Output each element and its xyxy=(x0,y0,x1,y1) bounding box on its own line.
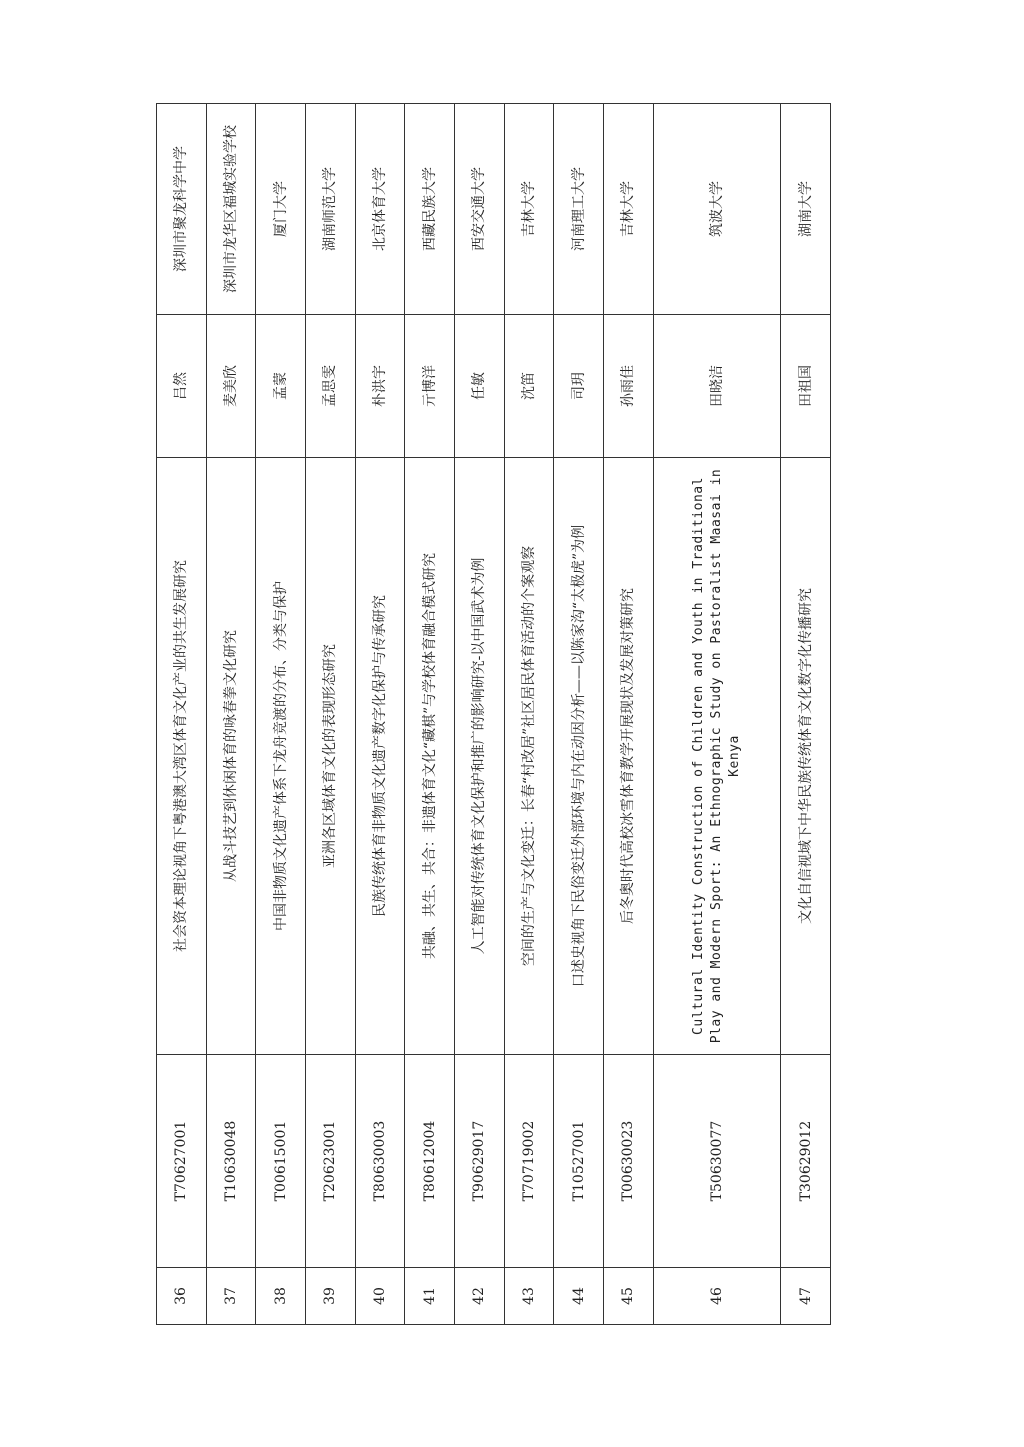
table-row xyxy=(157,104,207,1325)
table-row xyxy=(504,104,554,1325)
row-number: 44 xyxy=(554,1268,604,1325)
author-name: 沈笛 xyxy=(504,315,554,458)
project-title: 中国非物质文化遗产体系下龙舟竞渡的分布、分类与保护 xyxy=(256,458,306,1055)
institution: 深圳市聚龙科学中学 xyxy=(157,104,207,315)
row-number: 39 xyxy=(306,1268,356,1325)
institution: 吉林大学 xyxy=(604,104,654,315)
project-code: T80630003 xyxy=(355,1055,405,1268)
project-code: T80612004 xyxy=(405,1055,455,1268)
rotated-table-container xyxy=(156,105,831,1325)
author-name: 田祖国 xyxy=(781,315,831,458)
row-number: 40 xyxy=(355,1268,405,1325)
project-title: 后冬奥时代高校冰雪体育教学开展现状及发展对策研究 xyxy=(604,458,654,1055)
author-name: 孙雨佳 xyxy=(604,315,654,458)
project-title: 人工智能对传统体育文化保护和推广的影响研究-以中国武术为例 xyxy=(455,458,505,1055)
table-row xyxy=(306,104,356,1325)
row-number: 43 xyxy=(504,1268,554,1325)
table-row xyxy=(653,104,780,1325)
author-name: 孟蒙 xyxy=(256,315,306,458)
table-row xyxy=(206,104,256,1325)
institution: 西藏民族大学 xyxy=(405,104,455,315)
institution: 河南理工大学 xyxy=(554,104,604,315)
row-number: 46 xyxy=(653,1268,780,1325)
project-title: 从战斗技艺到休闲体育的咏春拳文化研究 xyxy=(206,458,256,1055)
table-row xyxy=(554,104,604,1325)
project-code: T70719002 xyxy=(504,1055,554,1268)
institution: 湖南师范大学 xyxy=(306,104,356,315)
project-table xyxy=(156,103,831,1325)
row-number: 41 xyxy=(405,1268,455,1325)
project-code: T00615001 xyxy=(256,1055,306,1268)
author-name: 司玥 xyxy=(554,315,604,458)
row-number: 47 xyxy=(781,1268,831,1325)
row-number: 42 xyxy=(455,1268,505,1325)
row-number: 45 xyxy=(604,1268,654,1325)
project-title: 口述史视角下民俗变迁外部环境与内在动因分析——以陈家沟“太极虎”为例 xyxy=(554,458,604,1055)
author-name: 孟思雯 xyxy=(306,315,356,458)
row-number: 37 xyxy=(206,1268,256,1325)
author-name: 亓博洋 xyxy=(405,315,455,458)
row-number: 38 xyxy=(256,1268,306,1325)
institution: 厦门大学 xyxy=(256,104,306,315)
project-title: 社会资本理论视角下粤港澳大湾区体育文化产业的共生发展研究 xyxy=(157,458,207,1055)
row-number: 36 xyxy=(157,1268,207,1325)
project-code: T70627001 xyxy=(157,1055,207,1268)
author-name: 麦美欣 xyxy=(206,315,256,458)
project-title: Cultural Identity Construction of Children and Youth in Traditional Play and Modern Sport: An Ethnographic Study on Pastoralist Maasai in Kenya xyxy=(653,458,780,1055)
project-code: T50630077 xyxy=(653,1055,780,1268)
author-name: 朴洪宇 xyxy=(355,315,405,458)
project-title: 共融、共生、共合：非遗体育文化“藏棋”与学校体育融合模式研究 xyxy=(405,458,455,1055)
author-name: 田晓洁 xyxy=(653,315,780,458)
table-row xyxy=(405,104,455,1325)
project-code: T30629012 xyxy=(781,1055,831,1268)
project-title: 亚洲各区域体育文化的表现形态研究 xyxy=(306,458,356,1055)
project-code: T10630048 xyxy=(206,1055,256,1268)
institution: 湖南大学 xyxy=(781,104,831,315)
project-code: T20623001 xyxy=(306,1055,356,1268)
project-code: T90629017 xyxy=(455,1055,505,1268)
institution: 西安交通大学 xyxy=(455,104,505,315)
table-row xyxy=(355,104,405,1325)
author-name: 吕然 xyxy=(157,315,207,458)
institution: 北京体育大学 xyxy=(355,104,405,315)
table-row xyxy=(455,104,505,1325)
project-code: T00630023 xyxy=(604,1055,654,1268)
project-code: T10527001 xyxy=(554,1055,604,1268)
author-name: 任敏 xyxy=(455,315,505,458)
project-title: 文化自信视域下中华民族传统体育文化数字化传播研究 xyxy=(781,458,831,1055)
table-row xyxy=(604,104,654,1325)
table-row xyxy=(781,104,831,1325)
institution: 深圳市龙华区福城实验学校 xyxy=(206,104,256,315)
project-title: 民族传统体育非物质文化遗产数字化保护与传承研究 xyxy=(355,458,405,1055)
table-row xyxy=(256,104,306,1325)
project-title: 空间的生产与文化变迁：长春“村改居”社区居民体育活动的个案观察 xyxy=(504,458,554,1055)
institution: 筑波大学 xyxy=(653,104,780,315)
institution: 吉林大学 xyxy=(504,104,554,315)
